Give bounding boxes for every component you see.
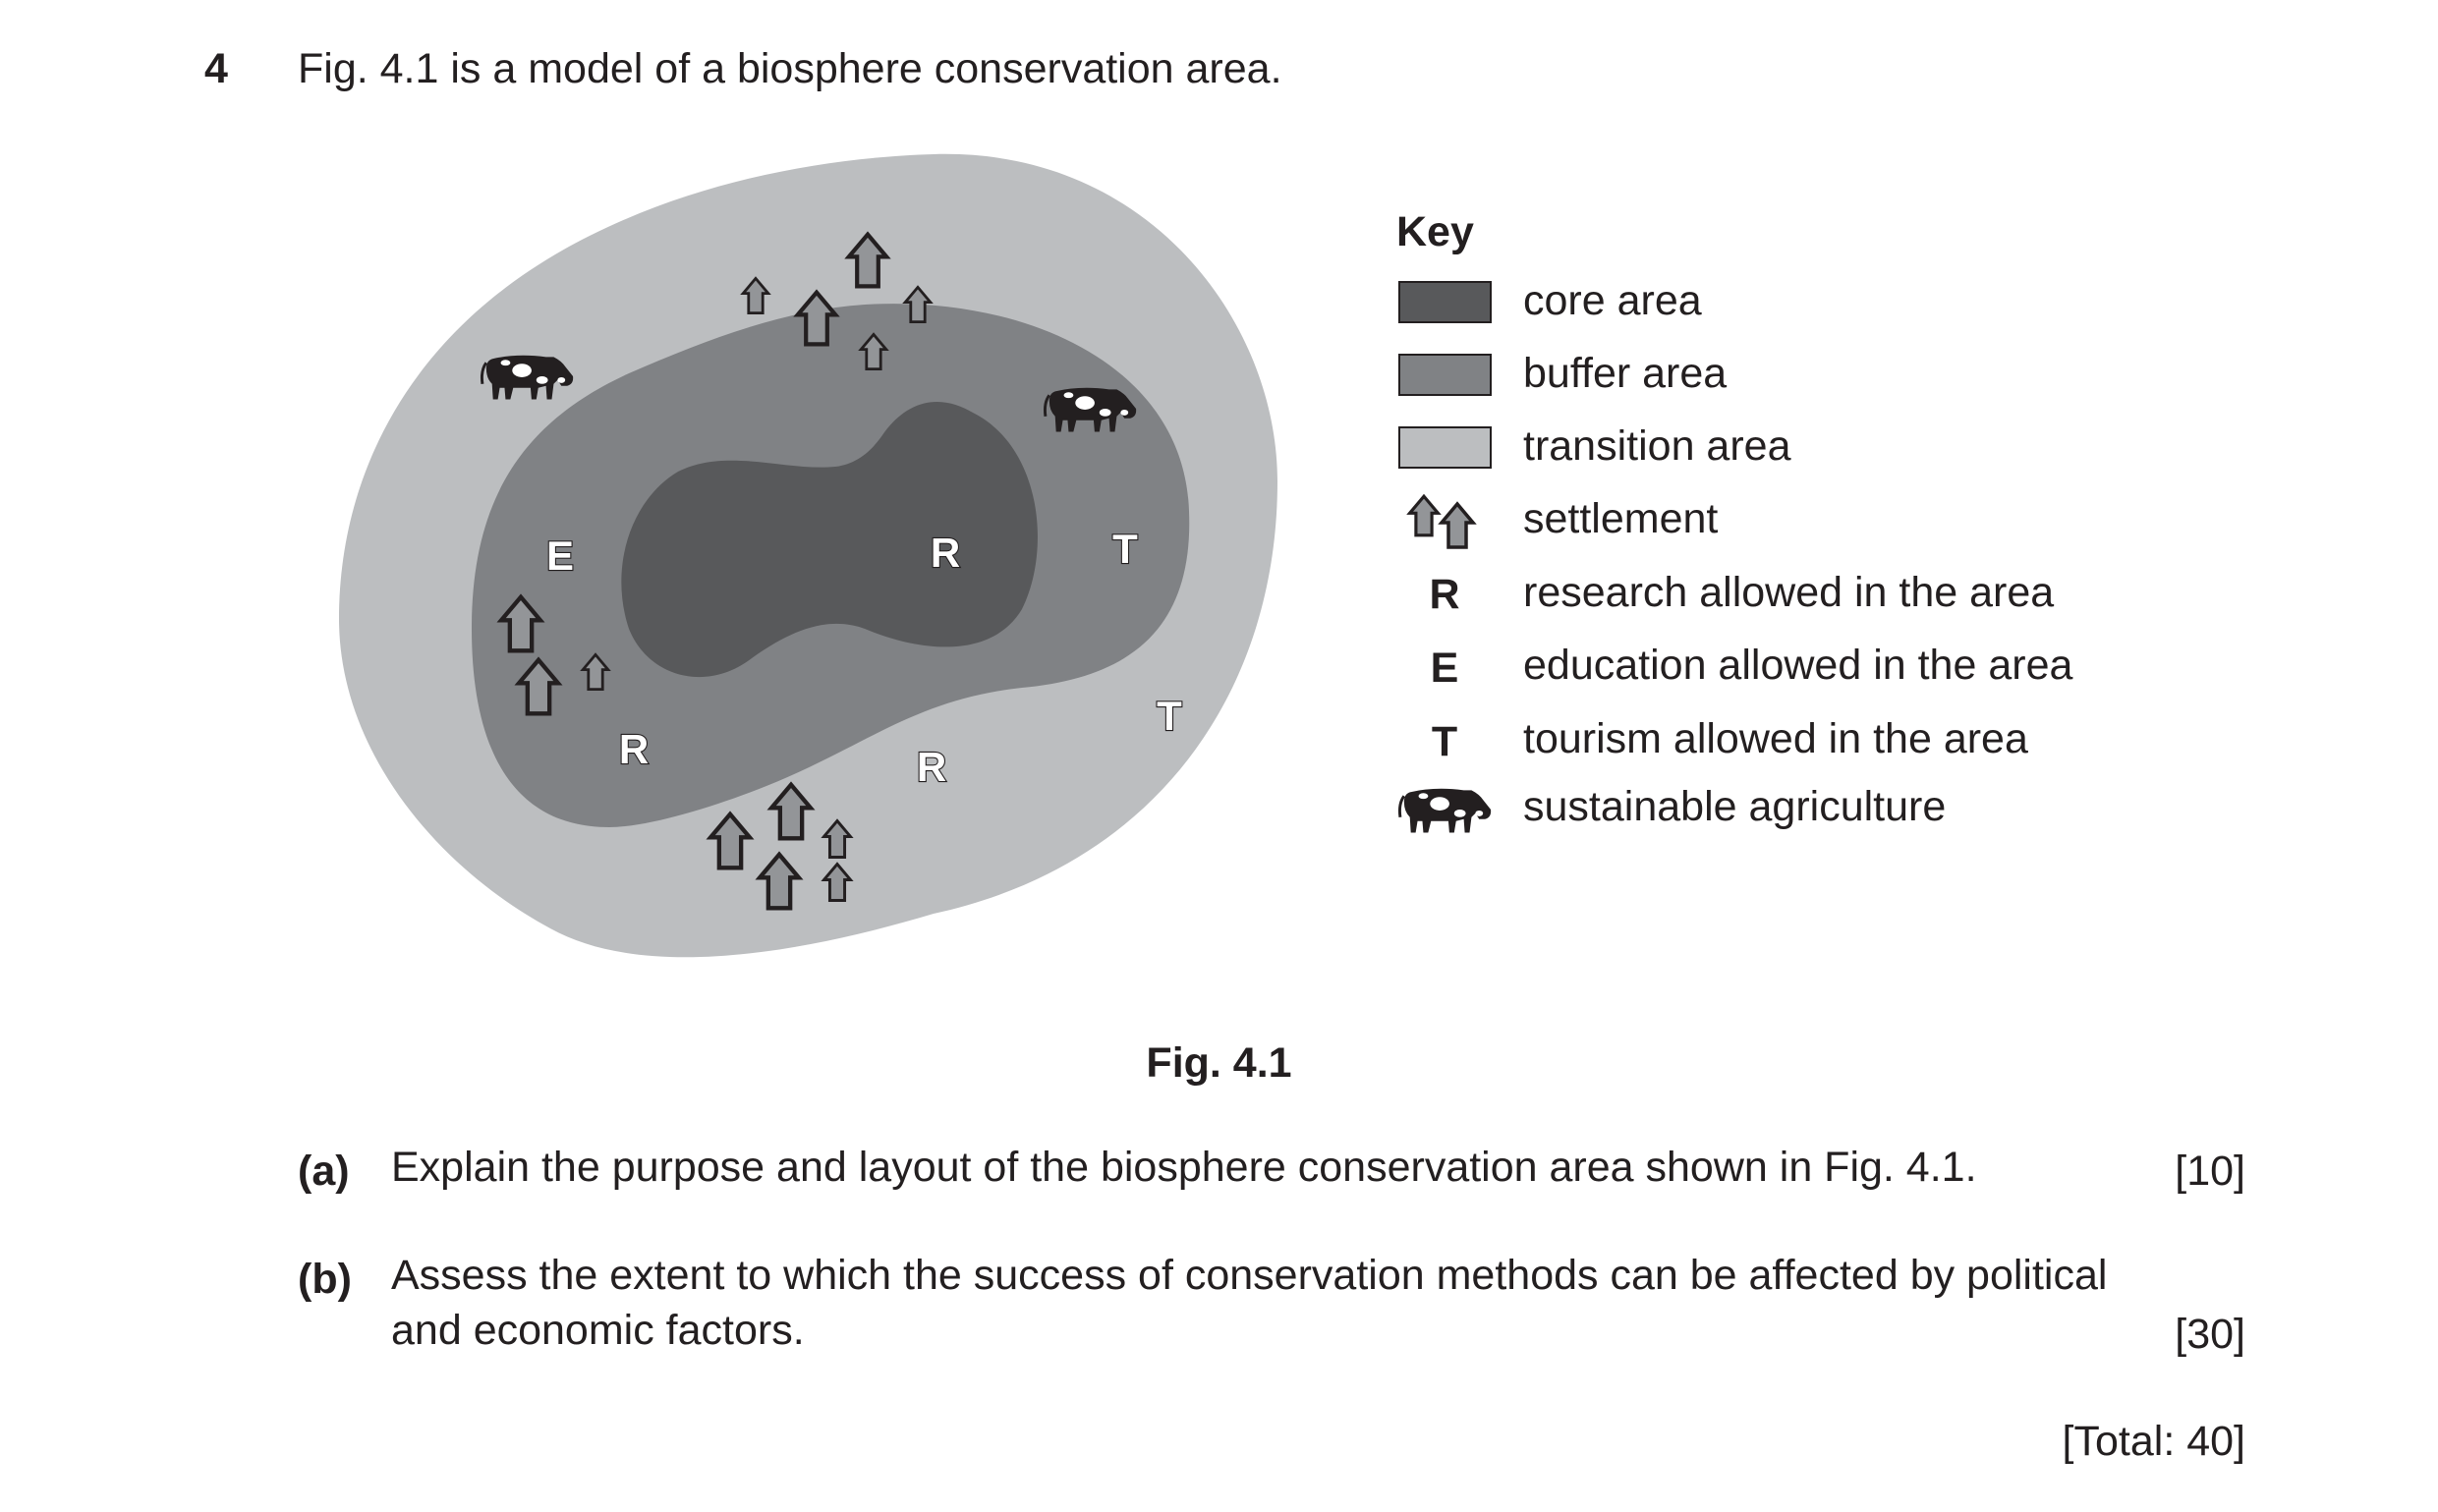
- key-swatch-transition: [1396, 424, 1493, 471]
- key-label-education: education allowed in the area: [1523, 642, 2073, 689]
- key-letter-e: E: [1430, 644, 1459, 692]
- total-marks: [Total: 40]: [2062, 1418, 2245, 1465]
- map-letter-buffer-tourism: T: [1112, 526, 1138, 572]
- part-a-marks: [10]: [2175, 1148, 2245, 1195]
- part-a-text: Explain the purpose and layout of the biosphere conservation area shown in Fig. 4.1.: [391, 1144, 1977, 1191]
- map-letter-core-research: R: [930, 530, 961, 576]
- part-b-marks: [30]: [2175, 1311, 2245, 1358]
- map-letter-transition-research: R: [916, 744, 947, 790]
- key-letter-research: [1396, 568, 1493, 622]
- key-title: Key: [1396, 208, 1474, 255]
- key-letter-t: T: [1431, 718, 1458, 765]
- figure-caption: Fig. 4.1: [1146, 1039, 1292, 1087]
- key-cow-icon: [1396, 776, 1493, 839]
- key-label-transition: transition area: [1523, 422, 1791, 470]
- key-letter-education: [1396, 642, 1493, 696]
- key-label-core: core area: [1523, 277, 1702, 324]
- key-letter-tourism: [1396, 715, 1493, 769]
- key-letter-r: R: [1429, 571, 1460, 618]
- key-label-research: research allowed in the area: [1523, 569, 2055, 616]
- question-number: 4: [204, 45, 228, 92]
- key-label-tourism: tourism allowed in the area: [1523, 715, 2028, 762]
- part-b-text-line2: and economic factors.: [391, 1307, 805, 1354]
- biosphere-diagram: [334, 142, 1277, 987]
- part-b-id: (b): [298, 1256, 352, 1303]
- key-label-agriculture: sustainable agriculture: [1523, 783, 1947, 830]
- map-letter-buffer-education: E: [545, 532, 575, 579]
- key-swatch-core: [1396, 279, 1493, 325]
- map-letter-transition-tourism: T: [1157, 693, 1182, 739]
- key-swatch-buffer: [1396, 352, 1493, 398]
- key-label-settlement: settlement: [1523, 495, 1719, 542]
- key-settlement-icon: [1396, 491, 1493, 550]
- question-stem: Fig. 4.1 is a model of a biosphere conservation area.: [298, 45, 1282, 92]
- map-letter-buffer-research: R: [618, 726, 650, 772]
- key-label-buffer: buffer area: [1523, 350, 1728, 397]
- part-a-id: (a): [298, 1148, 350, 1195]
- part-b-text-line1: Assess the extent to which the success of conservation methods can be affected by political: [391, 1252, 2108, 1299]
